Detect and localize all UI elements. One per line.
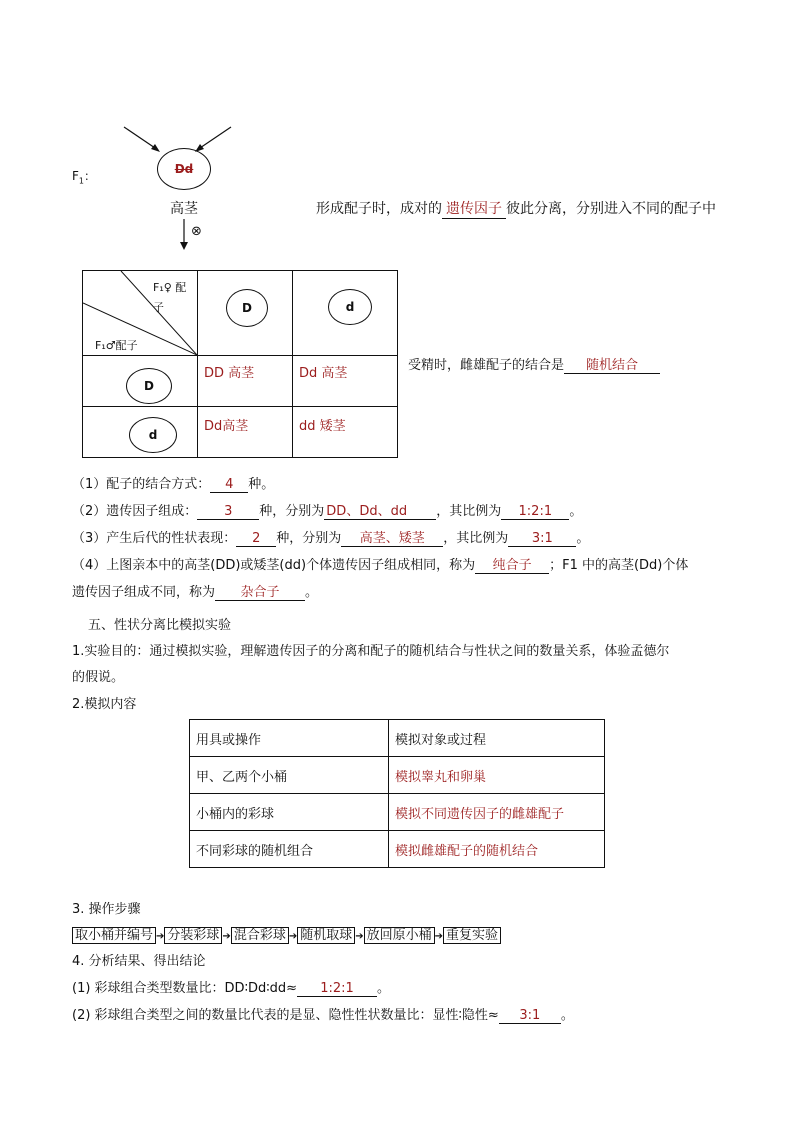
col-gamete-cell <box>198 271 293 356</box>
q2-blank-2: DD、Dd、dd <box>324 500 436 520</box>
step-2: 分装彩球 <box>164 927 222 944</box>
step-5: 放回原小桶 <box>364 927 435 944</box>
offspring-dd: dd 矮茎 <box>299 419 346 434</box>
row-gamete-cell <box>83 356 198 407</box>
f1-genotype: Dd <box>174 162 194 176</box>
arrow-left-head <box>151 144 160 152</box>
f1-genotype-circle <box>157 148 211 190</box>
col-gamete-cell <box>293 271 398 356</box>
arrow-left-in <box>124 127 158 150</box>
arrow-down-head <box>180 242 188 250</box>
f1-phenotype: 高茎 <box>170 201 198 217</box>
diagram-arrows <box>0 0 794 260</box>
question-1: （1）配子的结合方式： 4 种。 <box>72 477 275 492</box>
steps-flow <box>72 924 501 943</box>
table-row <box>190 757 605 794</box>
purpose-line-1: 1.实验目的：通过模拟实验，理解遗传因子的分离和配子的随机结合与性状之间的数量关系，体验孟德尔 <box>72 644 670 659</box>
step-1: 取小桶并编号 <box>72 927 156 944</box>
table-header-row <box>190 720 605 757</box>
question-2: （2）遗传因子组成： 3 种，分别为 DD、Dd、dd ，其比例为 1:2:1 。 <box>72 500 582 520</box>
flow-arrow-icon: ➔ <box>434 931 444 942</box>
offspring-cell <box>293 356 398 407</box>
grid-header-cell <box>83 271 198 356</box>
header-female: F₁♀ 配 <box>153 281 187 294</box>
section-5-title: 五、性状分离比模拟实验 <box>88 618 232 633</box>
simulation-table <box>189 719 605 868</box>
flow-arrow-icon: ➔ <box>222 931 231 942</box>
q4-blank-1: 纯合子 <box>475 554 549 574</box>
content-title: 2.模拟内容 <box>72 697 137 712</box>
purpose-line-2: 的假说。 <box>72 670 125 685</box>
table-cell: 模拟雌雄配子的随机结合 <box>389 831 605 868</box>
header-male: F₁♂配子 <box>95 339 138 352</box>
separation-statement: 形成配子时，成对的 遗传因子 彼此分离，分别进入不同的配子中 <box>316 198 716 219</box>
q3-blank-1: 2 <box>236 531 276 547</box>
question-4-line-2: 遗传因子组成不同，称为 杂合子 。 <box>72 581 318 601</box>
table-cell: 模拟睾丸和卵巢 <box>389 757 605 794</box>
selfing-symbol: ⊗ <box>191 224 202 239</box>
offspring-DD: DD 高茎 <box>204 366 255 381</box>
col-gamete-1: D <box>226 289 268 327</box>
analysis-1: (1) 彩球组合类型数量比：DD∶Dd∶dd≈ 1:2:1 。 <box>72 981 391 996</box>
q4-blank-2: 杂合子 <box>215 581 305 601</box>
a2-blank: 3:1 <box>499 1008 561 1024</box>
row-gamete-cell <box>83 407 198 458</box>
offspring-Dd-1: Dd 高茎 <box>299 366 348 381</box>
step-3: 混合彩球 <box>231 927 289 944</box>
q2-blank-1: 3 <box>197 504 259 520</box>
table-row <box>190 794 605 831</box>
f1-label: $F_1$： <box>72 169 97 186</box>
offspring-cell <box>198 356 293 407</box>
steps-title: 3. 操作步骤 <box>72 902 141 917</box>
flow-arrow-icon: ➔ <box>355 931 364 942</box>
row-gamete-1: D <box>126 368 172 404</box>
row-gamete-2: d <box>129 417 177 453</box>
a1-blank: 1:2:1 <box>297 981 377 997</box>
offspring-cell <box>293 407 398 458</box>
col-gamete-2: d <box>328 289 372 325</box>
fertilization-statement: 受精时，雌雄配子的结合是 随机结合 <box>408 354 660 374</box>
punnett-grid <box>82 270 398 458</box>
table-cell: 小桶内的彩球 <box>190 794 389 831</box>
q2-blank-3: 1:2:1 <box>501 504 569 520</box>
step-6: 重复实验 <box>443 927 501 944</box>
table-cell: 不同彩球的随机组合 <box>190 831 389 868</box>
q1-blank: 4 <box>210 477 248 493</box>
flow-arrow-icon: ➔ <box>288 931 298 942</box>
offspring-cell <box>198 407 293 458</box>
q3-blank-2: 高茎、矮茎 <box>341 527 443 547</box>
flow-arrow-icon: ➔ <box>156 931 165 942</box>
analysis-title: 4. 分析结果、得出结论 <box>72 954 206 969</box>
table-cell: 模拟不同遗传因子的雌雄配子 <box>389 794 605 831</box>
table-cell: 甲、乙两个小桶 <box>190 757 389 794</box>
table-row <box>190 831 605 868</box>
fertilization-blank: 随机结合 <box>564 354 660 374</box>
analysis-2: (2) 彩球组合类型之间的数量比代表的是显、隐性性状数量比：显性∶隐性≈ 3:1 。 <box>72 1008 574 1023</box>
table-header: 模拟对象或过程 <box>389 720 605 757</box>
table-header: 用具或操作 <box>190 720 389 757</box>
question-4-line-1: （4）上图亲本中的高茎(DD)或矮茎(dd)个体遗传因子组成相同，称为 纯合子 ；F1 中的高茎(Dd)个体 <box>72 554 688 574</box>
question-3: （3）产生后代的性状表现： 2 种，分别为 高茎、矮茎 ，其比例为 3:1 。 <box>72 527 589 547</box>
offspring-Dd-2: Dd高茎 <box>204 419 249 434</box>
separation-blank: 遗传因子 <box>442 198 506 219</box>
q3-blank-3: 3:1 <box>508 531 576 547</box>
step-4: 随机取球 <box>297 927 355 944</box>
header-female-2: 子 <box>153 301 164 314</box>
arrow-right-in <box>197 127 231 150</box>
